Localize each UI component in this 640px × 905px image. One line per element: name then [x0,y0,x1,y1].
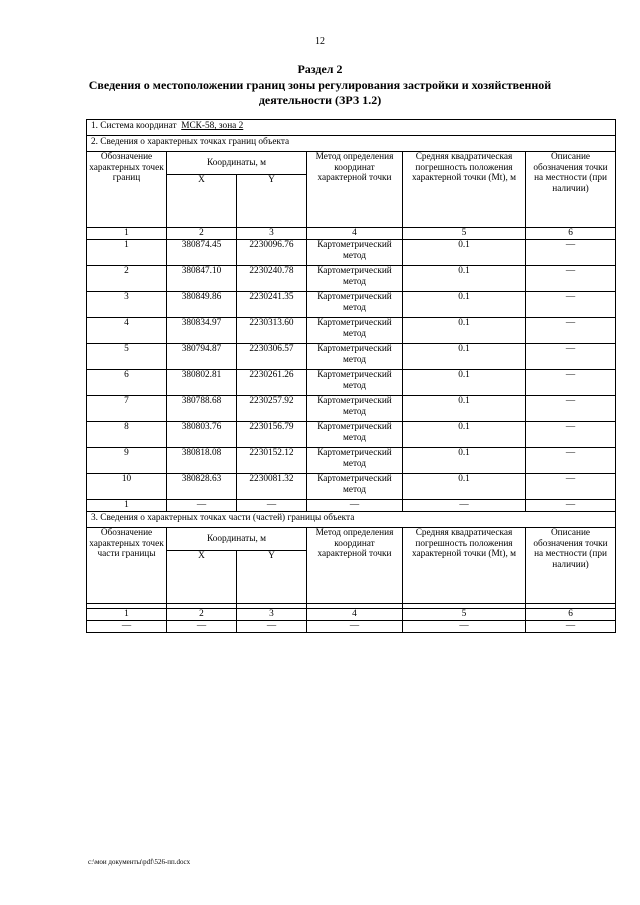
cell-error: 0.1 [403,422,526,448]
coord-system-label: 1. Система координат [91,121,177,131]
cell-point: — [87,621,167,633]
header-designation: Обозначение характерных точек границ [87,152,167,228]
cell-y: 2230240.78 [237,266,307,292]
cell-desc: — [526,318,616,344]
cell-desc: — [526,344,616,370]
cell-x: 380874.45 [167,240,237,266]
cell-desc: — [526,396,616,422]
cell-desc: — [526,266,616,292]
col-num: 6 [526,609,616,621]
header-method: Метод определения координат характерной точки [307,528,403,604]
cell-method: Картометрический метод [307,396,403,422]
cell-x: 380788.68 [167,396,237,422]
cell-point: 1 [87,500,167,512]
table-body [87,240,616,500]
cell-method: Картометрический метод [307,266,403,292]
cell-point: 9 [87,448,167,474]
cell-y: — [237,621,307,633]
cell-error: 0.1 [403,266,526,292]
col-num: 5 [403,609,526,621]
cell-error: — [403,500,526,512]
header-description: Описание обозначения точки на местности (при наличии) [526,152,616,228]
cell-method: Картометрический метод [307,448,403,474]
cell-desc: — [526,474,616,500]
cell-error: 0.1 [403,396,526,422]
cell-point: 8 [87,422,167,448]
cell-y: 2230081.32 [237,474,307,500]
cell-desc: — [526,621,616,633]
cell-x: 380818.08 [167,448,237,474]
col-num: 4 [307,609,403,621]
header-error: Средняя квадратическая погрешность положения характерной точки (Мt), м [403,528,526,604]
document-title: Сведения о местоположении границ зоны регулирования застройки и хозяйственной деятельности (ЗРЗ 1.2) [88,78,552,107]
cell-x: 380803.76 [167,422,237,448]
header-designation-part: Обозначение характерных точек части границы [87,528,167,604]
table-row [87,344,616,370]
cell-x: — [167,500,237,512]
cell-point: 7 [87,396,167,422]
cell-method: Картометрический метод [307,370,403,396]
cell-point: 3 [87,292,167,318]
cell-desc: — [526,500,616,512]
page-number: 12 [315,36,325,47]
cell-x: 380847.10 [167,266,237,292]
cell-y: 2230261.26 [237,370,307,396]
cell-x: 380849.86 [167,292,237,318]
header-coords: Координаты, м [167,152,307,175]
header-y: Y [237,551,307,604]
cell-method: Картометрический метод [307,292,403,318]
table-row [87,474,616,500]
cell-method: Картометрический метод [307,344,403,370]
table-row [87,370,616,396]
header-description-part: Описание обозначения точки на местности (при наличии) [526,528,616,604]
cell-desc: — [526,448,616,474]
table-row [87,396,616,422]
cell-desc: — [526,292,616,318]
cell-error: 0.1 [403,240,526,266]
cell-y: — [237,500,307,512]
cell-error: 0.1 [403,318,526,344]
cell-y: 2230313.60 [237,318,307,344]
cell-y: 2230096.76 [237,240,307,266]
cell-y: 2230156.79 [237,422,307,448]
cell-x: 380834.97 [167,318,237,344]
cell-error: 0.1 [403,474,526,500]
header-coords: Координаты, м [167,528,307,551]
cell-point: 5 [87,344,167,370]
table-row [87,422,616,448]
table-row [87,266,616,292]
cell-desc: — [526,240,616,266]
cell-desc: — [526,370,616,396]
cell-method: Картометрический метод [307,318,403,344]
cell-error: 0.1 [403,370,526,396]
cell-method: — [307,621,403,633]
part-row [87,621,616,633]
col-num: 3 [237,609,307,621]
col-num: 3 [237,228,307,240]
section-heading: Раздел 2 [297,62,343,76]
table-row [87,448,616,474]
cell-method: Картометрический метод [307,240,403,266]
cell-error: 0.1 [403,344,526,370]
closing-row [87,500,616,512]
col-num: 5 [403,228,526,240]
section2-heading: 2. Сведения о характерных точках границ объекта [87,136,616,152]
cell-x: — [167,621,237,633]
cell-x: 380828.63 [167,474,237,500]
cell-desc: — [526,422,616,448]
header-y: Y [237,175,307,228]
cell-error: 0.1 [403,292,526,318]
cell-error: — [403,621,526,633]
file-path-footer: c:\мои документы\pdf\526-пп.docx [88,858,191,866]
header-method: Метод определения координат характерной точки [307,152,403,228]
header-x: X [167,175,237,228]
header-x: X [167,551,237,604]
col-num: 2 [167,609,237,621]
cell-method: Картометрический метод [307,422,403,448]
coord-system-value: МСК-58, зона 2 [181,121,244,131]
cell-x: 380802.81 [167,370,237,396]
boundary-points-table [86,119,616,633]
cell-point: 6 [87,370,167,396]
col-num: 1 [87,228,167,240]
column-number-row [87,609,616,621]
section3-heading: 3. Сведения о характерных точках части (частей) границы объекта [87,512,616,528]
table-row [87,240,616,266]
cell-point: 2 [87,266,167,292]
cell-point: 1 [87,240,167,266]
cell-y: 2230257.92 [237,396,307,422]
col-num: 2 [167,228,237,240]
cell-point: 4 [87,318,167,344]
cell-point: 10 [87,474,167,500]
cell-method: — [307,500,403,512]
table-row [87,318,616,344]
cell-y: 2230241.35 [237,292,307,318]
coord-system-row [87,120,616,136]
cell-error: 0.1 [403,448,526,474]
table-row [87,292,616,318]
col-num: 6 [526,228,616,240]
cell-method: Картометрический метод [307,474,403,500]
cell-y: 2230306.57 [237,344,307,370]
column-number-row [87,228,616,240]
col-num: 4 [307,228,403,240]
cell-x: 380794.87 [167,344,237,370]
header-error: Средняя квадратическая погрешность положения характерной точки (Мt), м [403,152,526,228]
col-num: 1 [87,609,167,621]
cell-y: 2230152.12 [237,448,307,474]
